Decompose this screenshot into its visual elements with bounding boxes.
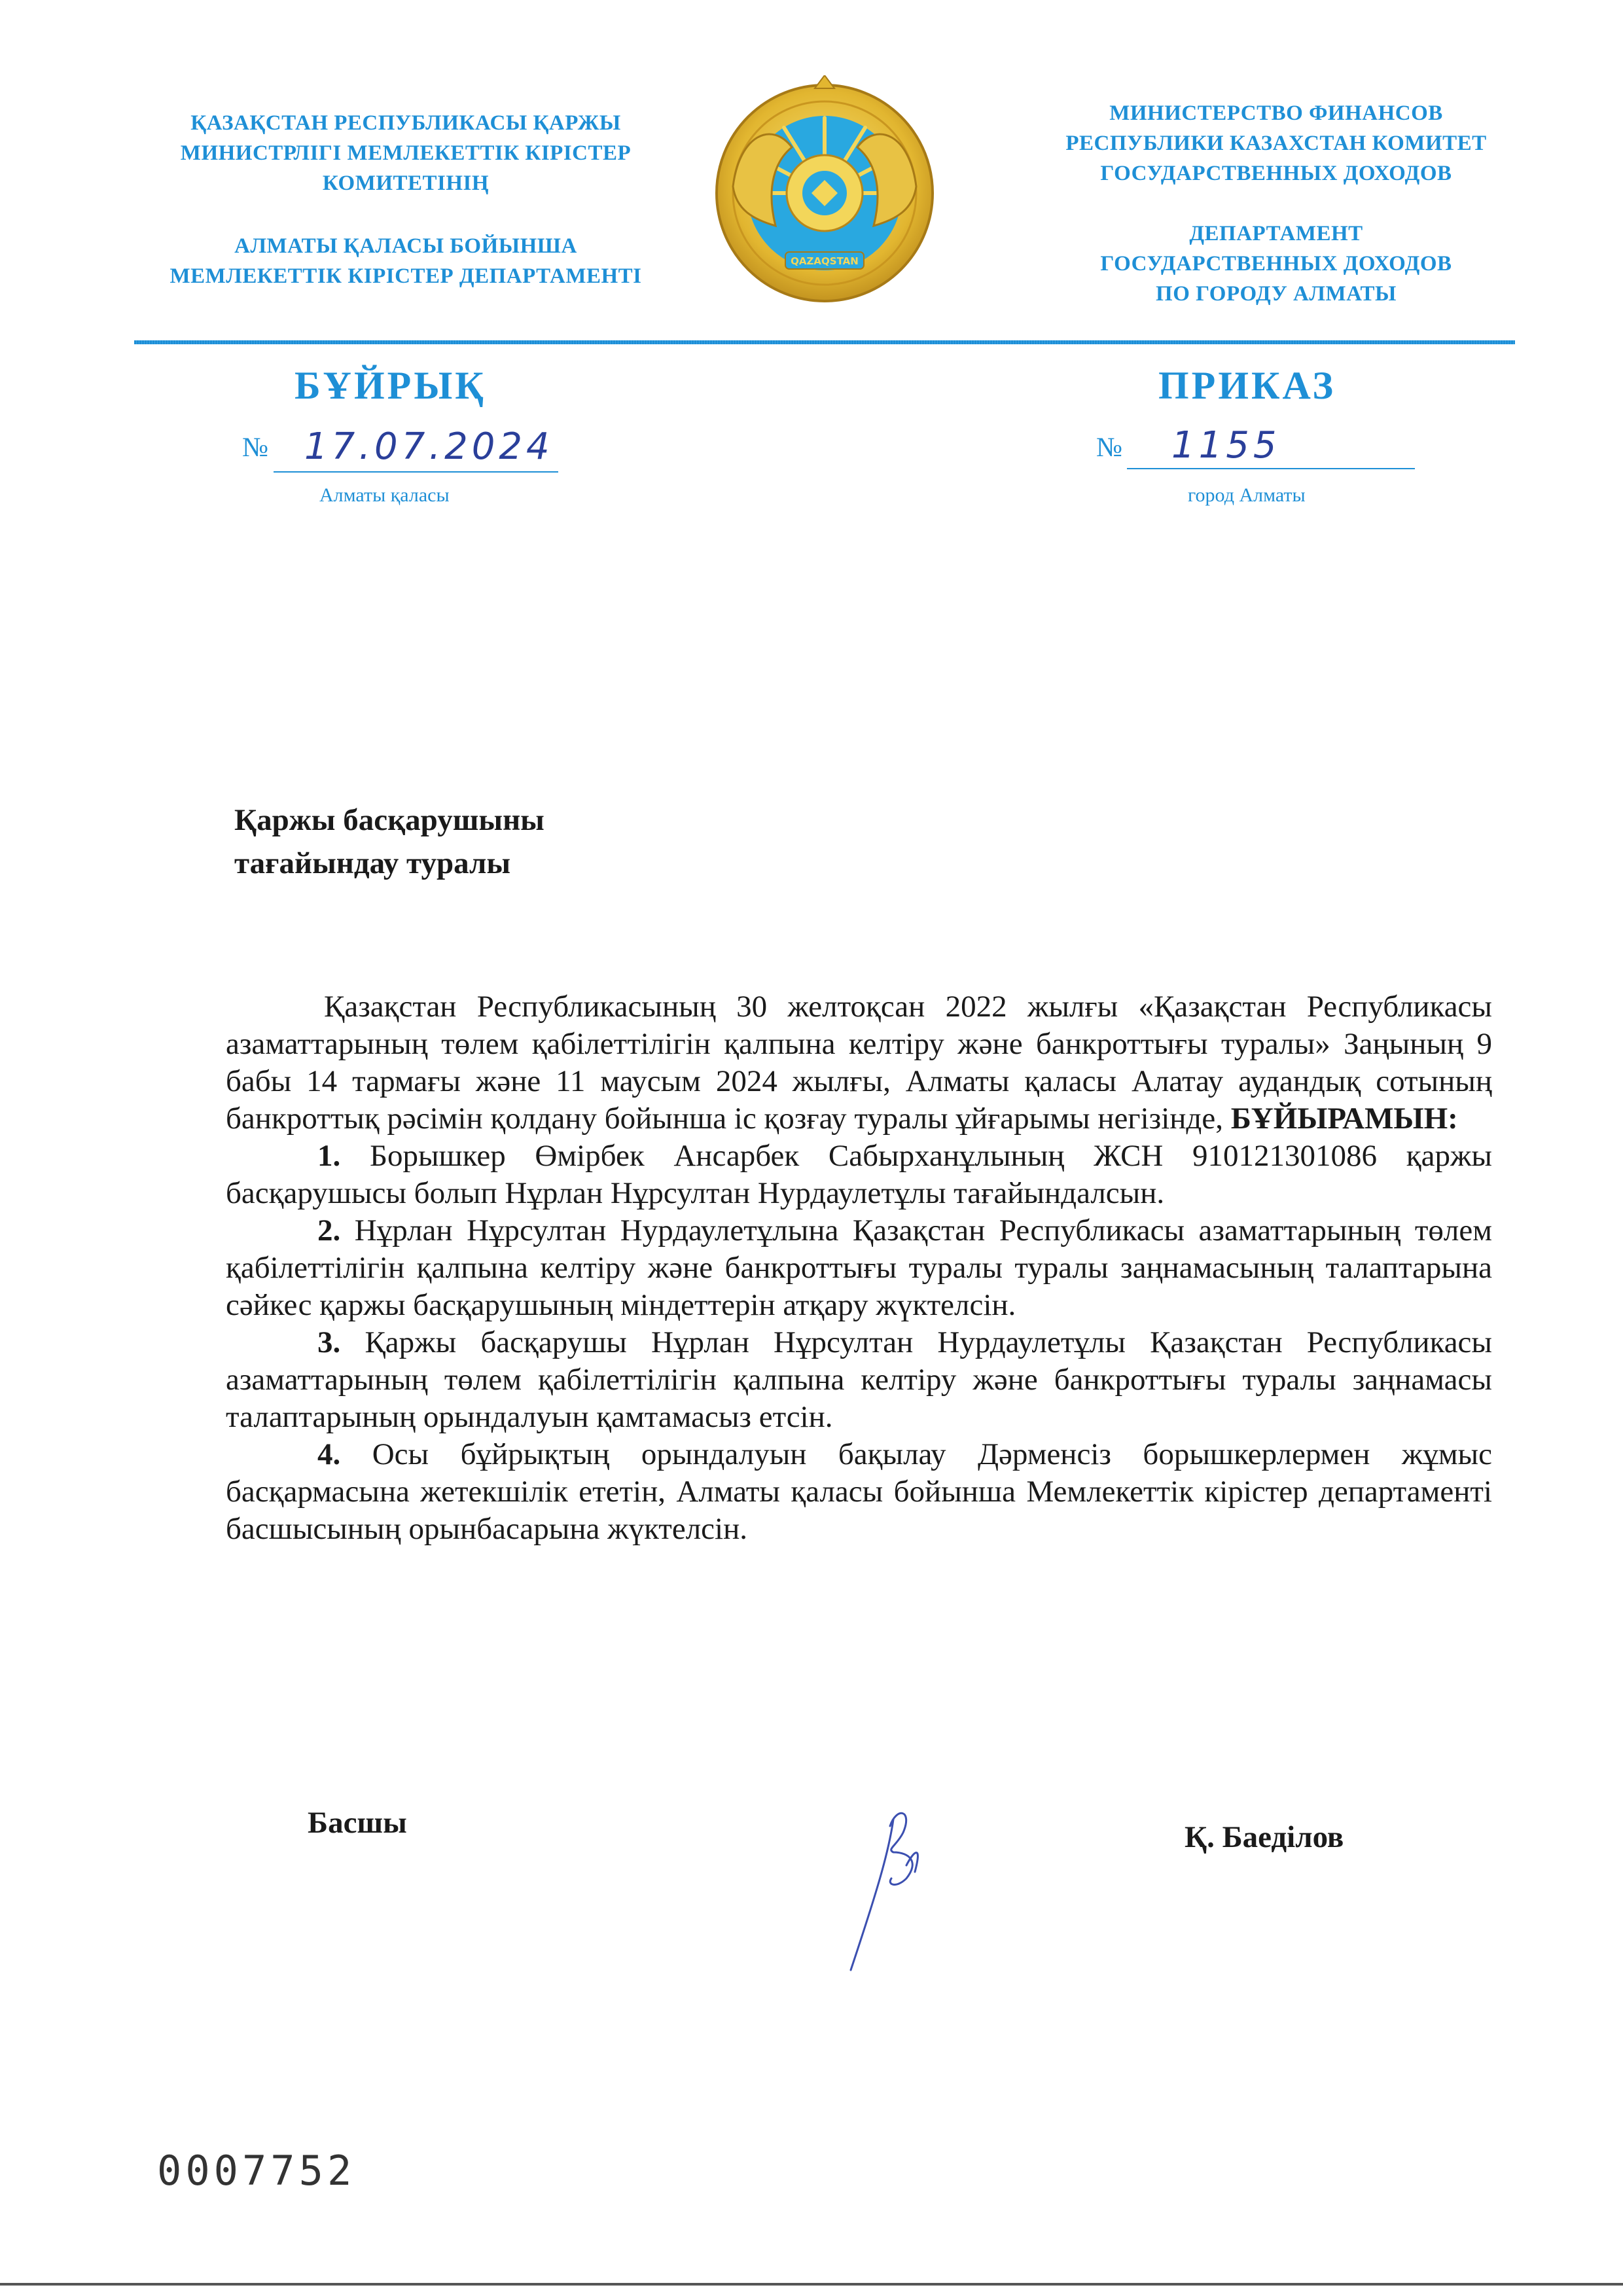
order-item-text: Нұрлан Нұрсултан Нурдаулетұлына Қазақстан Республикасы азаматтарының төлем қабілеттілігін қалпына келтіру және банкроттығы туралы туралы заңнамасының талаптарына сәйкес қаржы басқарушының міндеттерін атқару жүктелсін. [226, 1213, 1492, 1322]
date-underline [274, 471, 558, 473]
header-divider [134, 340, 1515, 344]
body-intro-emphasis: БҰЙЫРАМЫН: [1230, 1102, 1458, 1136]
header-left-line: АЛМАТЫ ҚАЛАСЫ БОЙЫНША [234, 234, 577, 258]
order-title-kz: БҰЙРЫҚ [294, 364, 486, 407]
header-left-line: МИНИСТРЛІГІ МЕМЛЕКЕТТІК КІРІСТЕР [180, 141, 632, 165]
signatory-name: Қ. Баеділов [1185, 1820, 1344, 1854]
order-item-number: 4. [317, 1437, 341, 1471]
handwritten-date: 17.07.2024 [304, 425, 554, 468]
order-item-number: 1. [317, 1139, 341, 1173]
order-item-text: Осы бұйрықтың орындалуын бақылау Дәрменсіз борышкерлермен жұмыс басқармасына жетекшілік ететін, Алматы қаласы бойынша Мемлекеттік кірістер департаменті басшысының орынбасарына жүктелсін. [226, 1437, 1492, 1546]
document-serial-number: 0007752 [157, 2147, 356, 2195]
header-right-org-name [982, 98, 1571, 309]
subject-line: Қаржы басқарушыны [234, 803, 544, 837]
subject-line: тағайындау туралы [234, 846, 511, 880]
order-subject [234, 798, 544, 885]
order-item [226, 1212, 1492, 1324]
state-emblem-icon [713, 75, 936, 311]
page-bottom-edge [0, 2283, 1623, 2286]
order-body [226, 988, 1492, 1548]
order-item-number: 2. [317, 1213, 341, 1247]
order-title-ru: ПРИКАЗ [1158, 364, 1336, 407]
number-sign: № [242, 433, 269, 463]
body-intro-paragraph [226, 988, 1492, 1138]
handwritten-order-number: 1155 [1171, 424, 1281, 467]
header-right-line: ДЕПАРТАМЕНТ [1189, 222, 1363, 245]
header-right-line: ГОСУДАРСТВЕННЫХ ДОХОДОВ [1100, 162, 1452, 185]
header-right-line: ГОСУДАРСТВЕННЫХ ДОХОДОВ [1100, 252, 1452, 276]
city-label-ru: город Алматы [1188, 484, 1306, 506]
header-left-org-name [118, 108, 694, 291]
header-left-line: МЕМЛЕКЕТТІК КІРІСТЕР ДЕПАРТАМЕНТІ [169, 264, 642, 288]
header-right-line: ПО ГОРОДУ АЛМАТЫ [1156, 282, 1397, 306]
order-item [226, 1138, 1492, 1212]
order-item-number: 3. [317, 1325, 341, 1359]
number-sign: № [1096, 433, 1123, 463]
handwritten-signature-icon [831, 1780, 955, 1977]
city-label-kz: Алматы қаласы [319, 484, 450, 506]
header-left-line: КОМИТЕТІНІҢ [322, 171, 490, 195]
order-item-text: Борышкер Өмірбек Ансарбек Сабырханұлының ЖСН 910121301086 қаржы басқарушысы болып Нұрлан Нұрсултан Нурдаулетұлы тағайындалсын. [226, 1139, 1492, 1210]
header-right-line: МИНИСТЕРСТВО ФИНАНСОВ [1109, 101, 1443, 125]
signatory-role: Басшы [308, 1806, 407, 1840]
header-right-line: РЕСПУБЛИКИ КАЗАХСТАН КОМИТЕТ [1065, 132, 1487, 155]
body-intro-text: Қазақстан Республикасының 30 желтоқсан 2022 жылғы «Қазақстан Республикасы азаматтарының төлем қабілеттілігін қалпына келтіру және банкроттығы туралы» Заңының 9 бабы 14 тармағы және 11 маусым 2024 жылғы, Алматы қаласы Алатау аудандық сотының банкроттық рәсімін қолдану бойынша іс қозғау туралы ұйғарымы негізінде, [226, 990, 1492, 1136]
order-item [226, 1436, 1492, 1548]
order-item-text: Қаржы басқарушы Нұрлан Нұрсултан Нурдаулетұлы Қазақстан Республикасы азаматтарының төлем қабілеттілігін қалпына келтіру және банкроттығы туралы заңнамасы талаптарының орындалуын қамтамасыз етсін. [226, 1325, 1492, 1434]
header-left-line: ҚАЗАҚСТАН РЕСПУБЛИКАСЫ ҚАРЖЫ [190, 111, 621, 135]
number-underline [1127, 468, 1415, 469]
emblem-text: QAZAQSTAN [791, 255, 859, 267]
order-item [226, 1324, 1492, 1436]
